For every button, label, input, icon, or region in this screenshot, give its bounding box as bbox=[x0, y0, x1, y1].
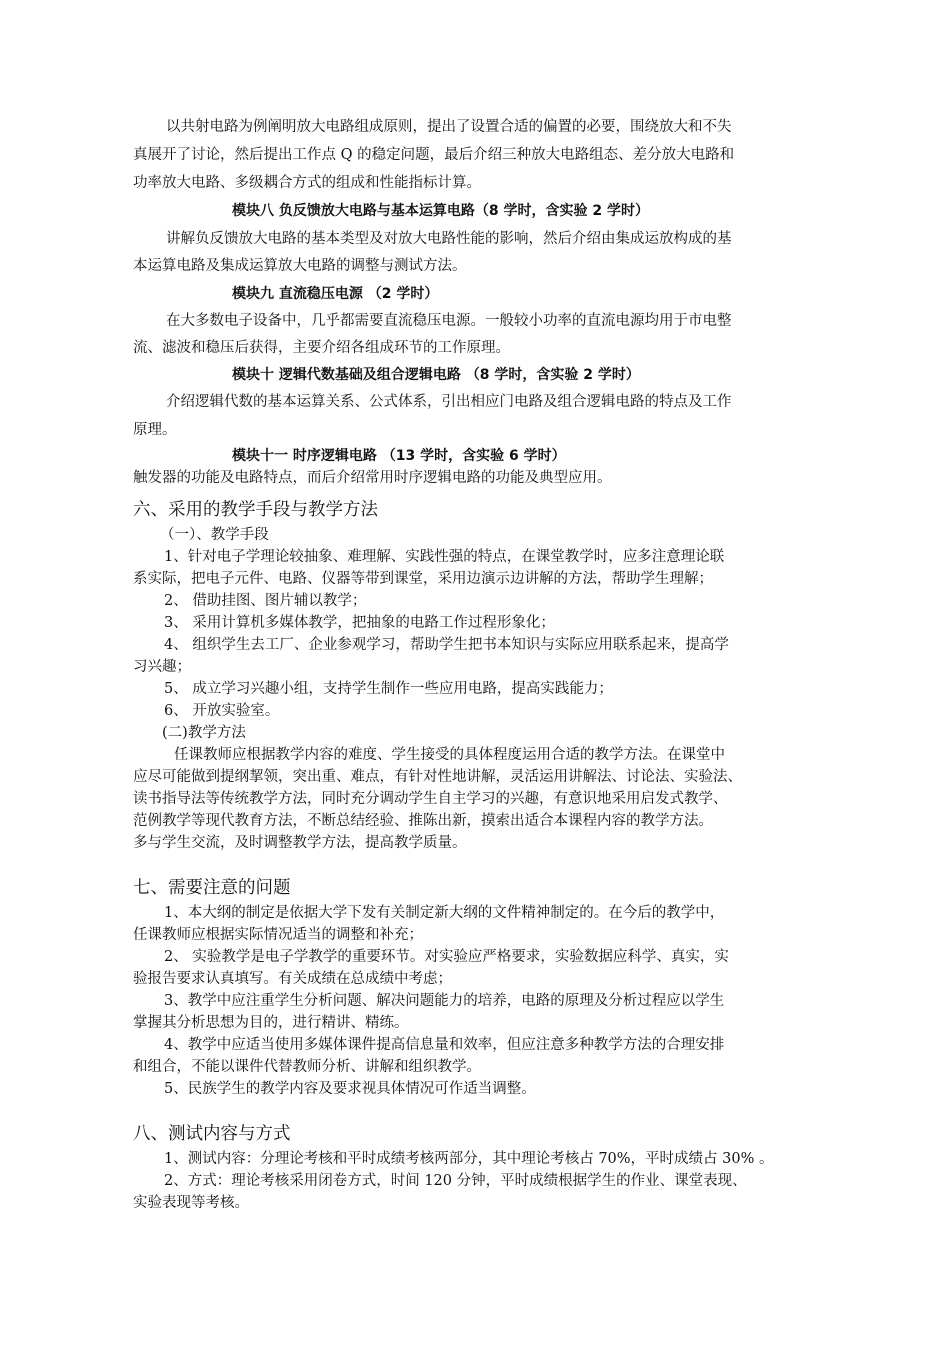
section-heading: 八、测试内容与方式 bbox=[133, 1124, 291, 1144]
paragraph-line: 介绍逻辑代数的基本运算关系、公式体系，引出相应门电路及组合逻辑电路的特点及工作 bbox=[166, 394, 732, 410]
paragraph-line: 应尽可能做到提纲挈领，突出重、难点，有针对性地讲解，灵活运用讲解法、讨论法、实验法、 bbox=[133, 769, 742, 785]
paragraph-line: 以共射电路为例阐明放大电路组成原则，提出了设置合适的偏置的必要，围绕放大和不失 bbox=[166, 119, 732, 135]
section-heading: 六、采用的教学手段与教学方法 bbox=[133, 500, 378, 520]
module-heading: 模块十一 时序逻辑电路 （13 学时，含实验 6 学时） bbox=[232, 448, 566, 464]
paragraph-line: 验报告要求认真填写。有关成绩在总成绩中考虑； bbox=[133, 971, 452, 987]
paragraph-line: 真展开了讨论，然后提出工作点 Q 的稳定问题，最后介绍三种放大电路组态、差分放大电路和 bbox=[133, 147, 735, 163]
paragraph-line: 本运算电路及集成运算放大电路的调整与测试方法。 bbox=[133, 258, 467, 274]
paragraph-line: 讲解负反馈放大电路的基本类型及对放大电路性能的影响，然后介绍由集成运放构成的基 bbox=[166, 231, 732, 247]
paragraph-line: 多与学生交流，及时调整教学方法，提高教学质量。 bbox=[133, 835, 467, 851]
list-item: 3、教学中应注重学生分析问题、解决问题能力的培养，电路的原理及分析过程应以学生 bbox=[164, 993, 725, 1009]
paragraph-line: 原理。 bbox=[133, 422, 177, 438]
paragraph-line: 任课教师应根据实际情况适当的调整和补充； bbox=[133, 927, 423, 943]
paragraph-line: 流、滤波和稳压后获得，主要介绍各组成环节的工作原理。 bbox=[133, 340, 510, 356]
list-item: 2、方式：理论考核采用闭卷方式，时间 120 分钟，平时成绩根据学生的作业、课堂表现、 bbox=[164, 1173, 747, 1189]
paragraph-line: 掌握其分析思想为目的，进行精讲、精练。 bbox=[133, 1015, 409, 1031]
list-item: 1、针对电子学理论较抽象、难理解、实践性强的特点，在课堂教学时，应多注意理论联 bbox=[164, 549, 725, 565]
module-heading: 模块九 直流稳压电源 （2 学时） bbox=[232, 286, 439, 302]
list-item: 2、 借助挂图、图片辅以教学； bbox=[164, 593, 367, 609]
list-item: 1、测试内容：分理论考核和平时成绩考核两部分，其中理论考核占 70%，平时成绩占 30% 。 bbox=[164, 1151, 774, 1167]
paragraph-line: 读书指导法等传统教学方法，同时充分调动学生自主学习的兴趣，有意识地采用启发式教学、 bbox=[133, 791, 728, 807]
paragraph-line: 实验表现等考核。 bbox=[133, 1195, 249, 1211]
list-item: 6、 开放实验室。 bbox=[164, 703, 280, 719]
subsection-heading: （一）、教学手段 bbox=[160, 527, 269, 543]
list-item: 5、 成立学习兴趣小组，支持学生制作一些应用电路，提高实践能力； bbox=[164, 681, 613, 697]
paragraph-line: 任课教师应根据教学内容的难度、学生接受的具体程度运用合适的教学方法。在课堂中 bbox=[174, 747, 725, 763]
paragraph-line: 和组合，不能以课件代替教师分析、讲解和组织教学。 bbox=[133, 1059, 481, 1075]
module-heading: 模块八 负反馈放大电路与基本运算电路（8 学时，含实验 2 学时） bbox=[232, 203, 649, 219]
paragraph-line: 习兴趣； bbox=[133, 659, 191, 675]
subsection-heading: (二)教学方法 bbox=[162, 725, 246, 741]
list-item: 4、教学中应适当使用多媒体课件提高信息量和效率，但应注意多种教学方法的合理安排 bbox=[164, 1037, 725, 1053]
list-item: 5、民族学生的教学内容及要求视具体情况可作适当调整。 bbox=[164, 1081, 536, 1097]
paragraph-line: 功率放大电路、多级耦合方式的组成和性能指标计算。 bbox=[133, 175, 481, 191]
module-heading: 模块十 逻辑代数基础及组合逻辑电路 （8 学时，含实验 2 学时） bbox=[232, 367, 640, 383]
paragraph-line: 系实际，把电子元件、电路、仪器等带到课堂，采用边演示边讲解的方法，帮助学生理解； bbox=[133, 571, 713, 587]
paragraph-line: 触发器的功能及电路特点，而后介绍常用时序逻辑电路的功能及典型应用。 bbox=[133, 470, 612, 486]
list-item: 3、 采用计算机多媒体教学，把抽象的电路工作过程形象化； bbox=[164, 615, 555, 631]
list-item: 1、本大纲的制定是依据大学下发有关制定新大纲的文件精神制定的。在今后的教学中， bbox=[164, 905, 725, 921]
paragraph-line: 范例教学等现代教育方法，不断总结经验、推陈出新，摸索出适合本课程内容的教学方法。 bbox=[133, 813, 713, 829]
list-item: 2、 实验教学是电子学教学的重要环节。对实验应严格要求，实验数据应科学、真实，实 bbox=[164, 949, 729, 965]
list-item: 4、 组织学生去工厂、企业参观学习，帮助学生把书本知识与实际应用联系起来，提高学 bbox=[164, 637, 729, 653]
section-heading: 七、需要注意的问题 bbox=[133, 878, 291, 898]
paragraph-line: 在大多数电子设备中，几乎都需要直流稳压电源。一般较小功率的直流电源均用于市电整 bbox=[166, 313, 732, 329]
